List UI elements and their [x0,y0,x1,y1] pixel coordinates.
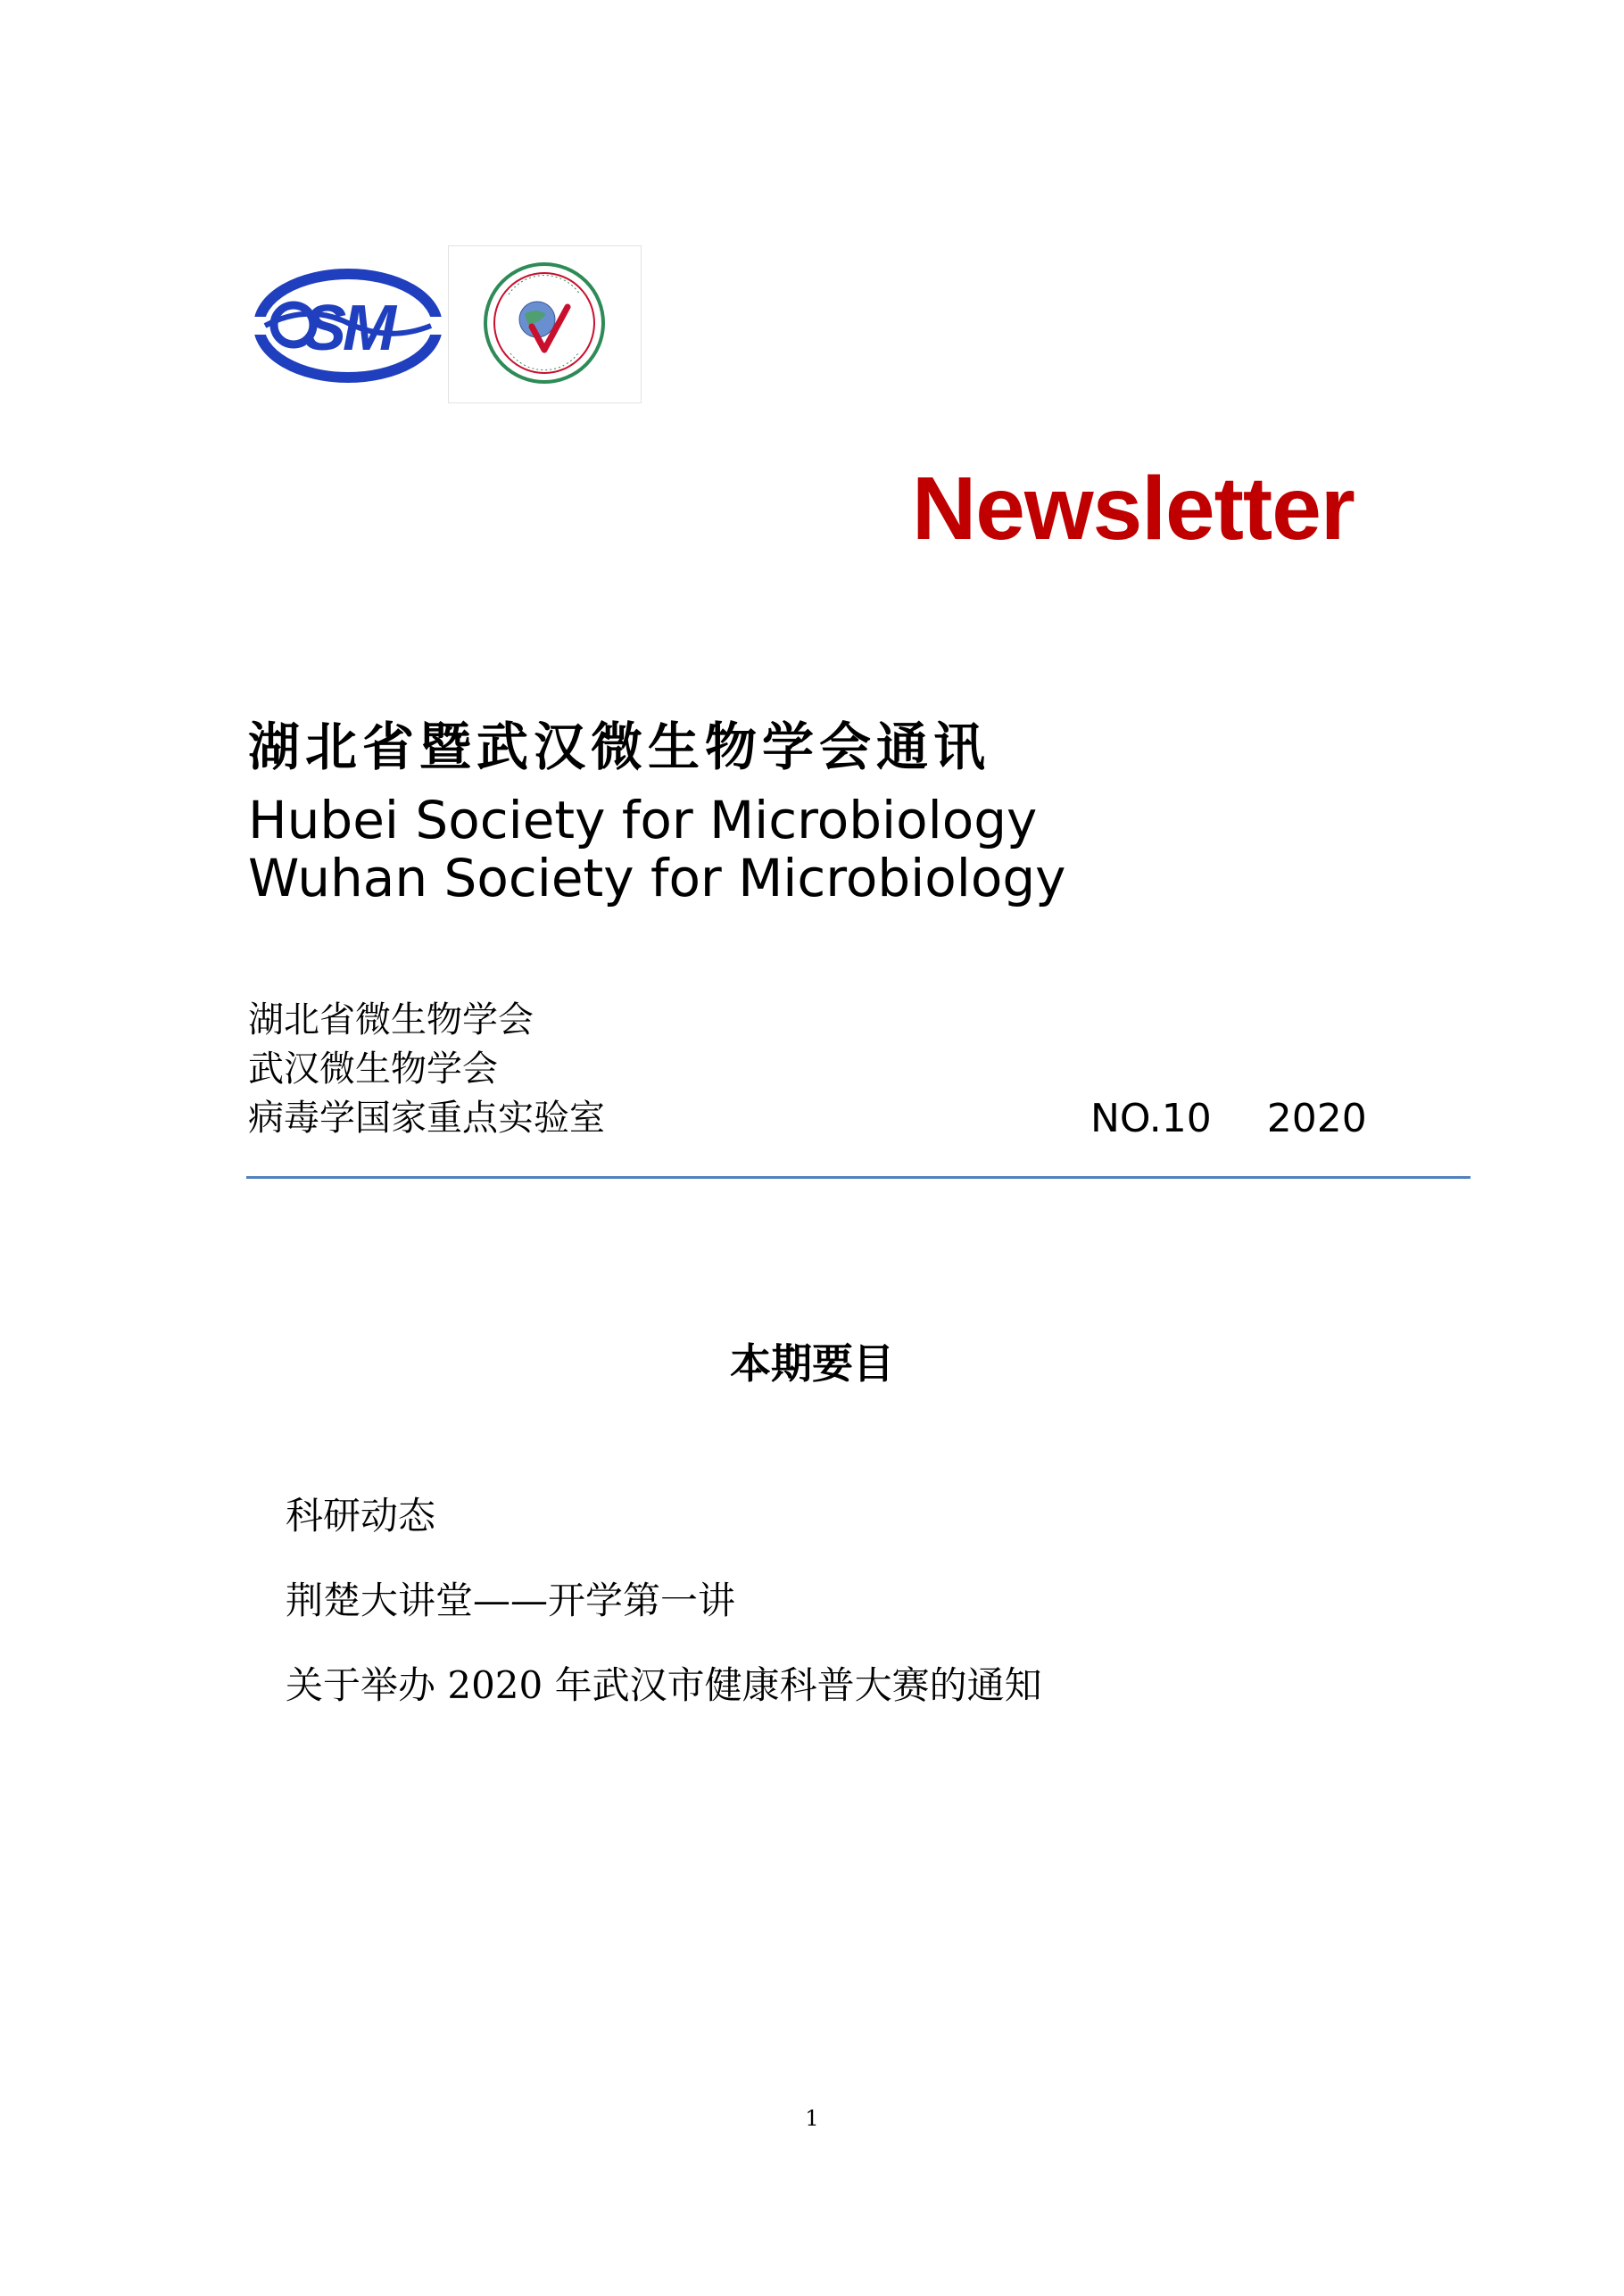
csm-society-logo [254,268,442,384]
organization-line: 武汉微生物学会 [248,1049,498,1090]
contents-item: 荆楚大讲堂——开学第一讲 [286,1579,736,1622]
header-divider [246,1176,1471,1179]
title-english-hubei: Hubei Society for Microbiology [248,790,1038,850]
issue-year: 2020 [1266,1096,1367,1141]
contents-item: 关于举办 2020 年武汉市健康科普大赛的通知 [286,1663,1042,1707]
newsletter-heading: Newsletter [912,459,1355,559]
page-number: 1 [805,2106,819,2131]
title-english-wuhan: Wuhan Society for Microbiology [248,848,1066,908]
issue-number: NO.10 [1090,1096,1212,1141]
organization-line: 病毒学国家重点实验室 [248,1098,605,1139]
contents-heading: 本期要目 [730,1339,894,1388]
svg-text:SM: SM [303,293,393,364]
contents-item: 科研动态 [286,1494,436,1538]
organization-line: 湖北省微生物学会 [248,999,534,1040]
issue-info [1090,1096,1367,1141]
state-key-lab-virology-logo [482,261,607,385]
title-chinese: 湖北省暨武汉微生物学会通讯 [248,717,991,777]
